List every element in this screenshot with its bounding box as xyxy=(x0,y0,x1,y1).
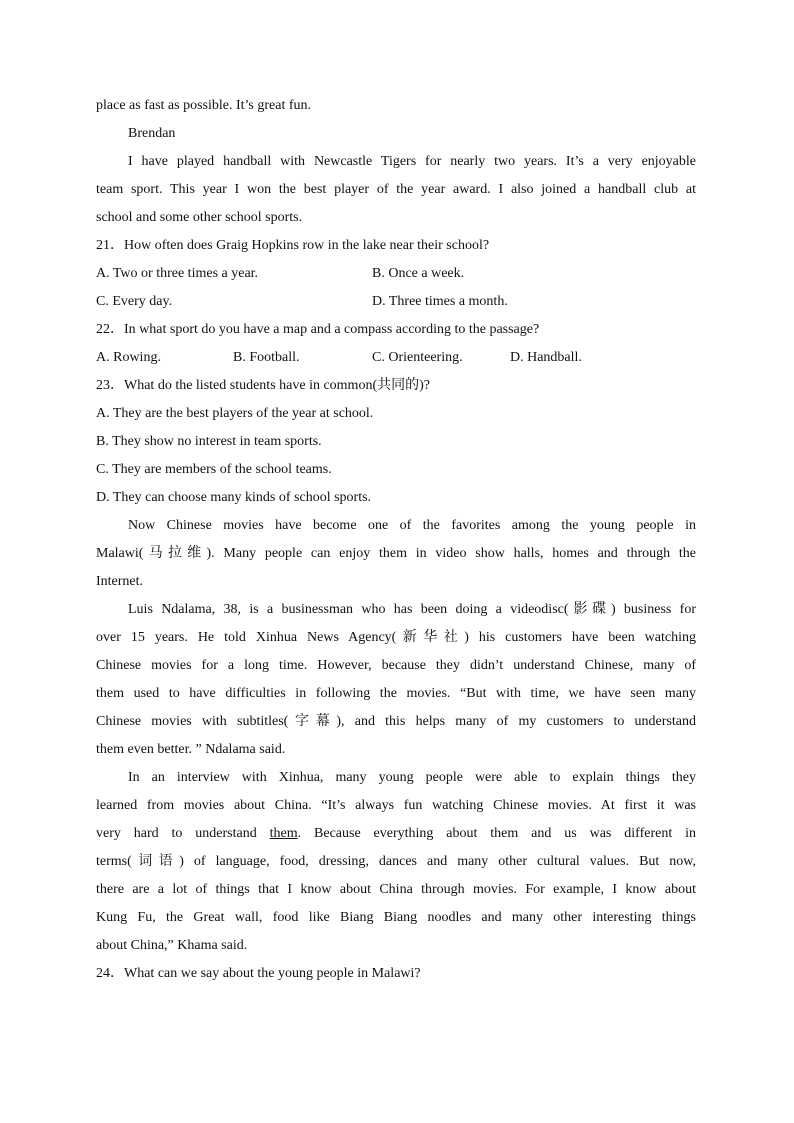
passage-line: about China,” Khama said. xyxy=(96,938,248,953)
passage-line: learned from movies about China. “It’s always fun watching Chinese movies. At first it was xyxy=(96,798,696,813)
passage-line: school and some other school sports. xyxy=(96,210,303,225)
question-24-stem: 24．What can we say about the young people in Malawi? xyxy=(96,966,421,981)
passage-line: place as fast as possible. It’s great fun. xyxy=(96,98,311,113)
option-c: C. Orienteering. xyxy=(372,350,463,365)
question-22-stem: 22．In what sport do you have a map and a compass according to the passage? xyxy=(96,322,540,337)
question-21-stem: 21．How often does Graig Hopkins row in the lake near their school? xyxy=(96,238,490,253)
option-a: A. Rowing. xyxy=(96,350,161,365)
passage-line: Kung Fu, the Great wall, food like Biang Biang noodles and many other interesting things xyxy=(96,910,696,925)
question-21-options-row xyxy=(96,288,696,316)
passage-line: them used to have difficulties in following the movies. “But with time, we have seen many xyxy=(96,686,696,701)
passage-line: Now Chinese movies have become one of the favorites among the young people in xyxy=(128,518,696,533)
passage-line: In an interview with Xinhua, many young people were able to explain things they xyxy=(128,770,696,785)
passage-line: I have played handball with Newcastle Tigers for nearly two years. It’s a very enjoyable xyxy=(128,154,696,169)
passage-line: terms(词语) of language, food, dressing, dances and many other cultural values. But now, xyxy=(96,854,696,869)
option-b: B. Once a week. xyxy=(372,266,465,281)
passage-line: Chinese movies with subtitles(字幕), and this helps many of my customers to understand xyxy=(96,714,696,729)
passage-line: over 15 years. He told Xinhua News Agency(新华社) his customers have been watching xyxy=(96,630,696,645)
passage-line xyxy=(96,820,696,848)
option-c: C. They are members of the school teams. xyxy=(96,462,332,477)
option-d: D. They can choose many kinds of school sports. xyxy=(96,490,372,505)
text-segment: very hard to understand xyxy=(96,826,270,841)
document-page xyxy=(96,92,696,988)
text-segment: . Because everything about them and us was different in xyxy=(297,826,696,841)
option-b: B. Football. xyxy=(233,350,300,365)
passage-line: them even better. ” Ndalama said. xyxy=(96,742,286,757)
option-c: C. Every day. xyxy=(96,294,173,309)
author-name: Brendan xyxy=(128,126,176,141)
question-22-options-row xyxy=(96,344,696,372)
passage-line: Internet. xyxy=(96,574,144,589)
passage-line: there are a lot of things that I know about China through movies. For example, I know about xyxy=(96,882,696,897)
option-a: A. They are the best players of the year at school. xyxy=(96,406,374,421)
passage-line: Chinese movies for a long time. However, because they didn’t understand Chinese, many of xyxy=(96,658,696,673)
passage-line: Malawi(马拉维). Many people can enjoy them in video show halls, homes and through the xyxy=(96,546,696,561)
question-23-stem: 23．What do the listed students have in common(共同的)? xyxy=(96,378,430,393)
option-d: D. Handball. xyxy=(510,350,582,365)
option-b: B. They show no interest in team sports. xyxy=(96,434,322,449)
option-d: D. Three times a month. xyxy=(372,294,508,309)
option-a: A. Two or three times a year. xyxy=(96,266,259,281)
underlined-word: them xyxy=(269,826,298,841)
question-21-options-row xyxy=(96,260,696,288)
passage-line: Luis Ndalama, 38, is a businessman who has been doing a videodisc(影碟) business for xyxy=(128,602,696,617)
passage-line: team sport. This year I won the best player of the year award. I also joined a handball club at xyxy=(96,182,696,197)
